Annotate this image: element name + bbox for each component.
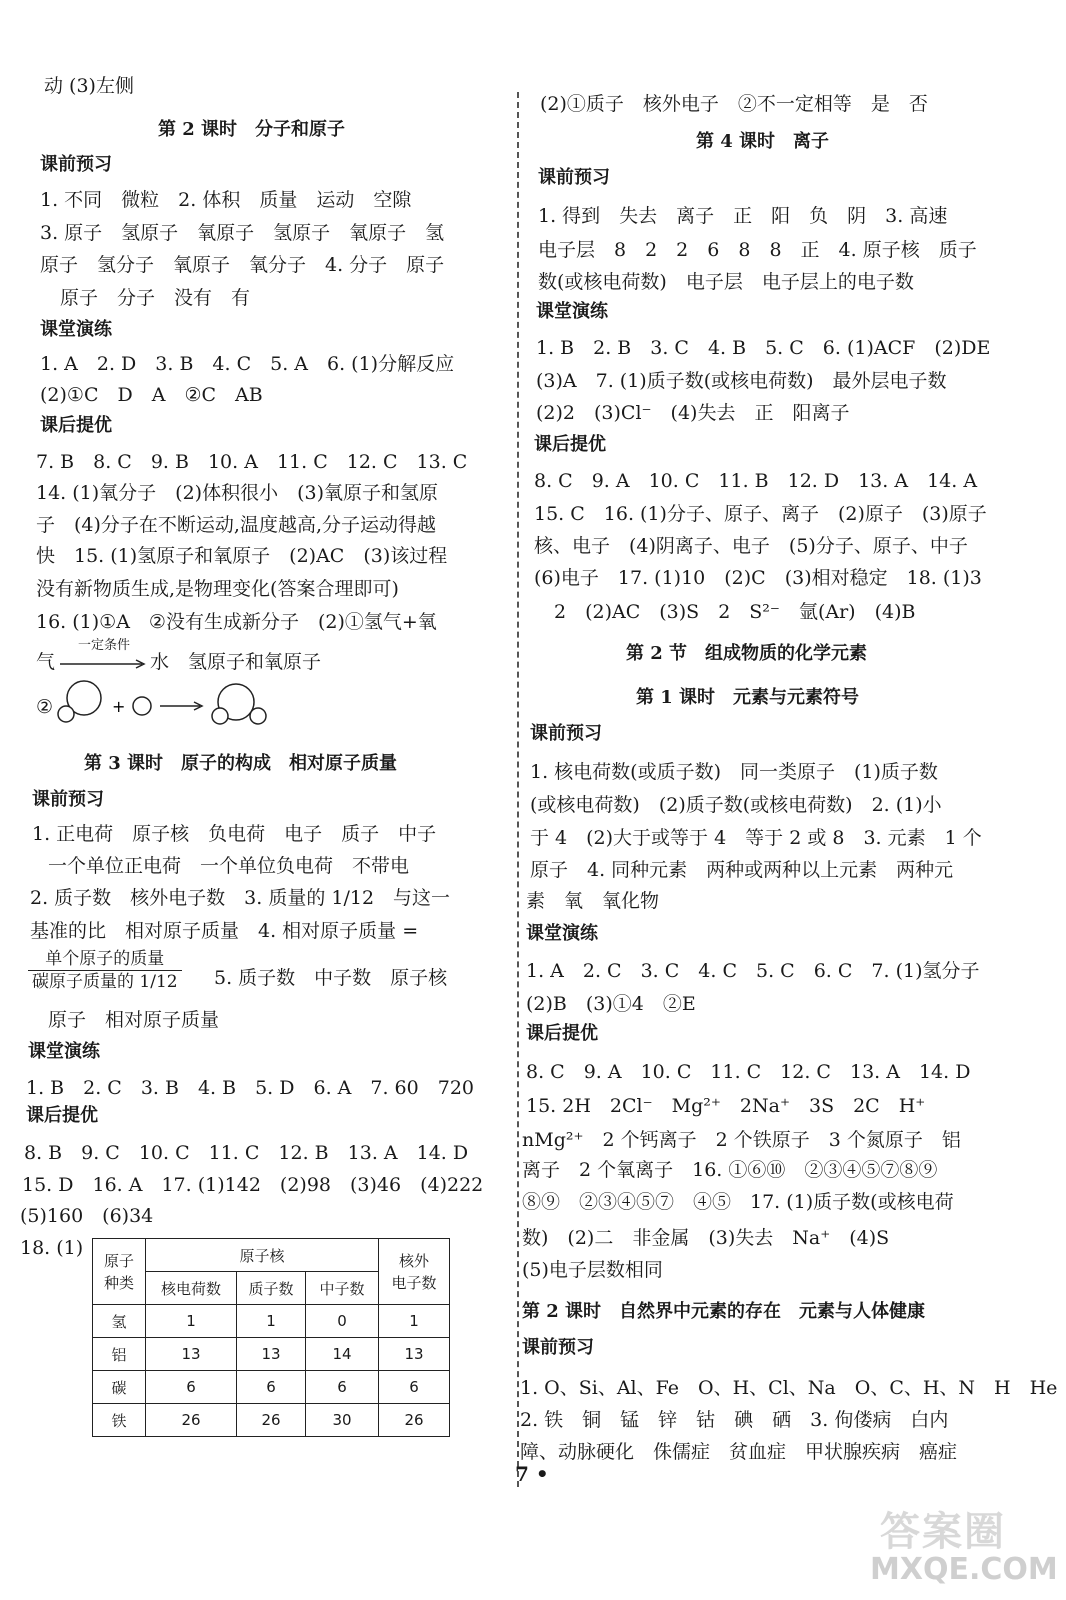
- column-divider: [517, 92, 519, 1487]
- cell-electron: 1: [379, 1305, 450, 1338]
- table-row: [93, 1338, 450, 1371]
- section-heading: 课后提优: [526, 1023, 598, 1044]
- text-line: (2)①C D A ②C AB: [40, 384, 263, 406]
- cell-electron: 26: [379, 1404, 450, 1437]
- section-heading: 课后提优: [26, 1105, 98, 1126]
- text-line: 动 (3)左侧: [44, 75, 134, 97]
- lesson-title: 第 3 课时 原子的构成 相对原子质量: [84, 753, 398, 774]
- text-line: 数) (2)二 非金属 (3)失去 Na⁺ (4)S: [522, 1227, 890, 1249]
- cell-electron: 6: [379, 1371, 450, 1404]
- text-line: ⑧⑨ ②③④⑤⑦ ④⑤ 17. (1)质子数(或核电荷: [522, 1191, 954, 1213]
- section-heading: 课堂演练: [536, 301, 608, 322]
- table-header-neutron: 中子数: [306, 1272, 379, 1305]
- text-line: (2)B (3)①4 ②E: [526, 993, 696, 1015]
- text-line: 核、电子 (4)阴离子、电子 (5)分子、原子、中子: [534, 535, 968, 557]
- text-line: 原子 氢分子 氧原子 氧分子 4. 分子 原子: [40, 254, 445, 276]
- section-heading: 课堂演练: [40, 319, 112, 340]
- text-line: 2 (2)AC (3)S 2 S²⁻ 氩(Ar) (4)B: [554, 601, 916, 623]
- watermark-text: 答案圈: [880, 1509, 1006, 1555]
- text-line: (3)A 7. (1)质子数(或核电荷数) 最外层电子数: [536, 370, 947, 392]
- text-line: 1. 得到 失去 离子 正 阳 负 阴 3. 高速: [538, 205, 948, 227]
- text-line: 3. 原子 氢原子 氧原子 氢原子 氧原子 氢: [40, 222, 445, 244]
- section-heading: 课前预习: [530, 723, 602, 744]
- text-line: 原子 4. 同种元素 两种或两种以上元素 两种元: [530, 859, 954, 881]
- table-row: [93, 1305, 450, 1338]
- text-line: 电子层 8 2 2 6 8 8 正 4. 原子核 质子: [538, 239, 977, 261]
- section-heading: 课堂演练: [526, 923, 598, 944]
- section-heading: 课前预习: [538, 167, 610, 188]
- table-header-kind: [93, 1239, 146, 1305]
- text-line: 1. B 2. B 3. C 4. B 5. C 6. (1)ACF (2)DE: [536, 337, 991, 359]
- molecule-diagram: [54, 676, 284, 736]
- text-line: 1. B 2. C 3. B 4. B 5. D 6. A 7. 60 720: [26, 1077, 474, 1099]
- text-line: 16. (1)①A ②没有生成新分子 (2)①氢气+氧: [36, 611, 437, 633]
- text-line: 离子 2 个氧离子 16. ①⑥⑩ ②③④⑤⑦⑧⑨: [522, 1159, 938, 1181]
- section-heading: 课前预习: [32, 789, 104, 810]
- lesson-title: 第 1 课时 元素与元素符号: [636, 687, 860, 708]
- section-heading: 课堂演练: [28, 1041, 100, 1062]
- cell-name: 氢: [93, 1305, 146, 1338]
- text-line: 素 氧 氧化物: [526, 890, 660, 912]
- text-line: 8. C 9. A 10. C 11. B 12. D 13. A 14. A: [534, 470, 978, 492]
- text-line: 1. 正电荷 原子核 负电荷 电子 质子 中子: [32, 823, 437, 845]
- text-line: 15. 2H 2Cl⁻ Mg²⁺ 2Na⁺ 3S 2C H⁺: [526, 1095, 926, 1117]
- text-line: 水 氢原子和氧原子: [150, 651, 322, 673]
- lesson-title: 第 2 课时 分子和原子: [158, 119, 346, 140]
- text-line: 没有新物质生成,是物理变化(答案合理即可): [36, 578, 399, 600]
- table-header-outer-electrons: [379, 1239, 450, 1305]
- reaction-arrow: [58, 638, 150, 673]
- cell-neutron: 30: [306, 1404, 379, 1437]
- text-line: (或核电荷数) (2)质子数(或核电荷数) 2. (1)小: [530, 794, 942, 816]
- cell-proton: 13: [237, 1338, 306, 1371]
- watermark-logo: [870, 1500, 1058, 1590]
- text-line: ②: [36, 696, 54, 718]
- watermark-url: MXQE.COM: [870, 1552, 1058, 1587]
- cell-proton: 1: [237, 1305, 306, 1338]
- cell-proton: 6: [237, 1371, 306, 1404]
- section-heading: 课后提优: [534, 434, 606, 455]
- cell-neutron: 6: [306, 1371, 379, 1404]
- fraction-denominator: 碳原子质量的 1/12: [32, 972, 178, 992]
- text-line: 8. C 9. A 10. C 11. C 12. C 13. A 14. D: [526, 1061, 971, 1083]
- section-title: 第 2 节 组成物质的化学元素: [626, 643, 868, 664]
- text-line: 障、动脉硬化 侏儒症 贫血症 甲状腺疾病 癌症: [520, 1441, 958, 1463]
- text-line: 1. O、Si、Al、Fe O、H、Cl、Na O、C、H、N H He: [520, 1377, 1058, 1399]
- cell-proton: 26: [237, 1404, 306, 1437]
- lesson-title: 第 4 课时 离子: [696, 131, 830, 152]
- table-row: [93, 1404, 450, 1437]
- page-number: 7 •: [515, 1462, 549, 1486]
- text-line: 1. A 2. C 3. C 4. C 5. C 6. C 7. (1)氢分子: [526, 960, 980, 982]
- cell-charge: 6: [146, 1371, 237, 1404]
- lesson-title: 第 2 课时 自然界中元素的存在 元素与人体健康: [522, 1301, 926, 1322]
- text-line: 15. C 16. (1)分子、原子、离子 (2)原子 (3)原子: [534, 503, 987, 525]
- header-text: 种类: [103, 1273, 134, 1292]
- text-line: 2. 质子数 核外电子数 3. 质量的 1/12 与这一: [30, 887, 451, 909]
- cell-neutron: 0: [306, 1305, 379, 1338]
- svg-text:+: +: [112, 697, 126, 716]
- table-header-nucleus: 原子核: [146, 1239, 379, 1272]
- section-heading: 课前预习: [522, 1337, 594, 1358]
- text-line: 数(或核电荷数) 电子层 电子层上的电子数: [538, 271, 914, 293]
- cell-name: 碳: [93, 1371, 146, 1404]
- cell-name: 铝: [93, 1338, 146, 1371]
- text-line: 14. (1)氧分子 (2)体积很小 (3)氧原子和氢原: [36, 482, 438, 504]
- text-line: 8. B 9. C 10. C 11. C 12. B 13. A 14. D: [24, 1142, 469, 1164]
- text-line: 基准的比 相对原子质量 4. 相对原子质量 =: [30, 920, 419, 942]
- section-heading: 课前预习: [40, 154, 112, 175]
- text-line: (5)160 (6)34: [20, 1205, 154, 1227]
- table-row: [93, 1371, 450, 1404]
- text-line: 7. B 8. C 9. B 10. A 11. C 12. C 13. C: [36, 451, 468, 473]
- text-line: 气: [36, 651, 56, 673]
- cell-charge: 13: [146, 1338, 237, 1371]
- text-line: 一个单位正电荷 一个单位负电荷 不带电: [48, 855, 410, 877]
- arrow-icon: [58, 659, 150, 669]
- cell-electron: 13: [379, 1338, 450, 1371]
- text-line: 子 (4)分子在不断运动,温度越高,分子运动得越: [36, 514, 436, 536]
- text-line: (2)①质子 核外电子 ②不一定相等 是 否: [540, 93, 928, 115]
- reaction-condition: 一定条件: [77, 638, 130, 653]
- header-text: 原子: [103, 1251, 134, 1270]
- header-text: 核外: [398, 1251, 429, 1270]
- text-line: (2)2 (3)Cl⁻ (4)失去 正 阳离子: [536, 402, 850, 424]
- text-line: 原子 相对原子质量: [48, 1009, 220, 1031]
- text-line: 于 4 (2)大于或等于 4 等于 2 或 8 3. 元素 1 个: [530, 827, 982, 849]
- table-header-proton: 质子数: [237, 1272, 306, 1305]
- text-line: (6)电子 17. (1)10 (2)C (3)相对稳定 18. (1)3: [534, 567, 982, 589]
- text-line: nMg²⁺ 2 个钙离子 2 个铁原子 3 个氮原子 铝: [522, 1129, 961, 1151]
- atom-structure-table: [92, 1238, 450, 1437]
- cell-charge: 1: [146, 1305, 237, 1338]
- table-header-charge: 核电荷数: [146, 1272, 237, 1305]
- text-line: (5)电子层数相同: [522, 1259, 663, 1281]
- text-line: 18. (1): [20, 1237, 84, 1259]
- text-line: 1. 不同 微粒 2. 体积 质量 运动 空隙: [40, 189, 412, 211]
- header-text: 电子数: [391, 1273, 437, 1292]
- section-heading: 课后提优: [40, 415, 112, 436]
- relative-mass-fraction: [28, 948, 182, 993]
- cell-charge: 26: [146, 1404, 237, 1437]
- cell-neutron: 14: [306, 1338, 379, 1371]
- text-line: 原子 分子 没有 有: [60, 287, 251, 309]
- text-line: 快 15. (1)氢原子和氧原子 (2)AC (3)该过程: [36, 545, 448, 567]
- text-line: 2. 铁 铜 锰 锌 钴 碘 硒 3. 佝偻病 白内: [520, 1409, 949, 1431]
- cell-name: 铁: [93, 1404, 146, 1437]
- text-line: 15. D 16. A 17. (1)142 (2)98 (3)46 (4)222: [22, 1174, 484, 1196]
- fraction-numerator: 单个原子的质量: [28, 948, 182, 971]
- text-line: 1. A 2. D 3. B 4. C 5. A 6. (1)分解反应: [40, 353, 455, 375]
- text-line: 5. 质子数 中子数 原子核: [214, 967, 448, 989]
- text-line: 1. 核电荷数(或质子数) 同一类原子 (1)质子数: [530, 761, 938, 783]
